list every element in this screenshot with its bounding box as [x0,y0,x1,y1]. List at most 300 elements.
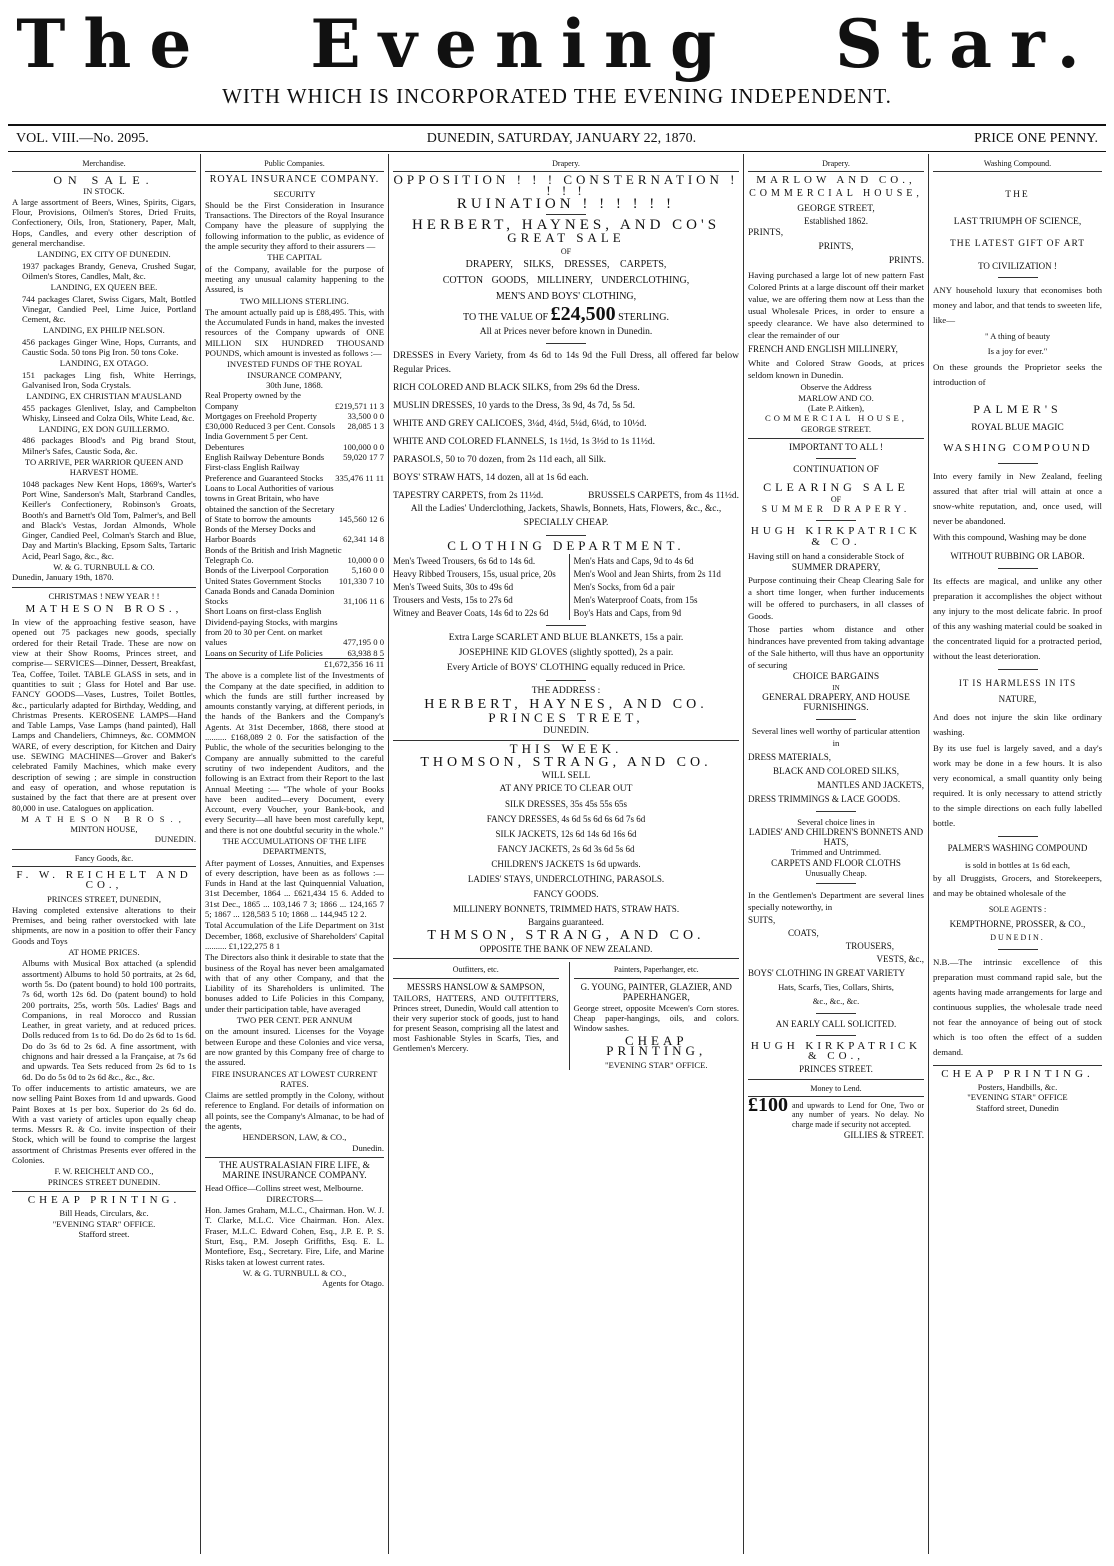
column-drapery-2 [744,154,929,1554]
ad-text: Having purchased a large lot of new pattern Fast Colored Prints at a large discount off their market value, we are offering them now at Less than the usual Wholesale Prices, in order to ensure a speedy clearance. We have also determined to clear the remainder of our [748,270,924,341]
ad-text: In view of the approaching festive season, have opened out 75 packages new goods, specially ordered for their Retail Trade. These are now on view at their Show Rooms, Princes street, and comprise— SERVICES—Dinner, Dessert, Breakfast, Tea, Coffee, Toilet. TABLE GLASS in sets, and in quantities to suit ; Glass for Hotel and Bar use. FANCY GOODS—Vases, Lustres, Toilet Bottles, &c., particularly adapted for Birthday, Wedding, and Christmas Presents. KEROSENE LAMPS—Hand and Table Lamps, Vase Lamps (hand painted), Hall Lamps and Chandeliers, Chimneys, &c. COMMON WARE, of every description, for Kitchen and Dairy use. SEWING MACHINES—Grover and Baker's celebrated Family Machines, which make every description of sewing ; are simple in construction and easy of operation, and whose reputation is sustained by the fact that there are at present over 80,000 in use. Catalogues on application. [12,617,196,813]
ad-heading: RUINATION ! ! ! ! ! ! [456,195,676,212]
ad-line: LADIES' AND CHILDREN'S BONNETS AND HATS, [748,826,924,848]
ad-line: DRESS MATERIALS, [748,751,832,762]
ad-subheading: FRENCH AND ENGLISH MILLINERY, [748,344,898,355]
fund-label: Real Property owned by the Company [205,390,301,411]
brussels-carpets: BRUSSELS CARPETS, from 4s 11½d. [588,490,739,501]
ad-australasian [205,1161,384,1289]
fund-value: 33,500 0 0 [347,410,384,421]
fund-row [205,606,384,647]
money-row [748,1093,924,1131]
landing-heading: LANDING, EX QUEEN BEE. [50,282,158,293]
section-header: Drapery. [748,158,924,172]
ad-line: DRESS TRIMMINGS & LACE GOODS. [748,793,901,804]
fund-row [205,576,384,586]
fund-label: India Government 5 per Cent. Debentures [205,431,308,452]
ad-text: In the Gentlemen's Department are several lines specially noteworthy, in [748,890,924,913]
value-prefix: TO THE VALUE OF [463,312,549,324]
ad-subheading: GENERAL DRAPERY, AND HOUSE FURNISHINGS. [762,692,910,714]
column-public-companies [201,154,389,1554]
fund-label: Bonds of the Liverpool Corporation [205,565,329,576]
ad-address: PRINCES STREET DUNEDIN. [47,1176,161,1187]
ad-subheading: WILL SELL [541,771,591,782]
ad-date: Dunedin, January 19th, 1870. [12,572,114,583]
ad-text: Albums with Musical Box attached (a splendid assortment) Albums to hold 50 portraits, at 2s 6d, worth 5s. Do (patent bound) to hold 100 portraits, 7s 6d, worth 12s 6d. Do (patent bound) to hold 200 portraits, 25s, worth 50s. Ladies' Bags and Companions, in real Morocco and Russian Leather, in great variety, and at reduced prices. Dolls reduced from 1s to 6d. Do do 2s 6d to 1s 6d. Do do 3s 6d to 2s 6d. A fine assortment, with chignons and hair dressed a la Française, at 7s 6d and upwards. Tea Sets reduced from 2s 6d to 1s 6d. Do do 5s 0d to 2s 6d &c., &c., &c. [22,958,196,1082]
ad-text: On these grounds the Proprietor seeks the introduction of [933,362,1102,388]
clothing-item: Boy's Hats and Caps, from 9d [573,608,682,619]
fund-label: United States Government Stocks [205,575,322,586]
divider [998,669,1038,670]
sale-line: MUSLIN DRESSES, 10 yards to the Dress, 3s 9d, 4s 7d, 5s 5d. [393,400,635,411]
ad-printing [12,1195,196,1239]
ad-text: on the amount insured. Licenses for the Voyage between Europe and these Colonies and vice versa, are now granted by this Company free of charge to the assured. [205,1026,384,1068]
ad-young [569,962,740,1070]
clothing-item: Men's Tweed Trousers, 6s 6d to 14s 6d. [393,556,536,567]
fund-value: 145,560 12 6 [338,513,384,524]
clothing-item: Men's Waterproof Coats, from 15s [573,595,698,606]
quote-line: " A thing of beauty [984,331,1051,342]
ad-title: CLEARING SALE [763,479,909,494]
ad-text: By its use fuel is largely saved, and a day's work may be done in a few hours. It is also very economical, a small quantity only being required. It is only necessary to attend strictly to the simple directions on each fully labelled bottle. [933,743,1102,829]
fund-value: 335,476 11 11 [335,472,384,483]
ad-text: of the Company, available for the purpose of meeting any unusual calamity happening to the Assured, is [205,263,384,295]
ad-text: Having still on hand a considerable Stock of [748,551,905,562]
issue-date: DUNEDIN, SATURDAY, JANUARY 22, 1870. [426,130,697,146]
prints-line: PRINTS, [818,242,854,253]
ad-subheading: THE ADDRESS : [531,686,601,697]
ad-text: Several choice lines in [797,816,875,827]
fund-label: Loans to Local Authorities of various towns in Great Britain, who have obtained the sanction of the Secretary of State to borrow the amounts [205,482,335,524]
ad-heading: ON SALE. [53,173,155,188]
landing-heading: LANDING, EX PHILIP NELSON. [43,325,165,336]
ad-subheading: AN EARLY CALL SOLICITED. [775,1019,897,1030]
fund-value: 5,160 0 0 [351,565,384,576]
ad-subheading: DIRECTORS— [266,1193,323,1204]
landing-text: 1048 packages New Kent Hops, 1869's, Warter's Port Wine, Sanderson's Malt, Starbrand Candles, Keiller's Confectionery, Robinson's Groats, Booth's and Barnett's Old Tom, Palmer's, and Bell and Black's Vestas, Jordan Almonds, Whole Ginger, Candied Peel, Colman's Starch and Blue, Day and Martin's Blacking, Epsom Salts, Tartaric Acid, Pearl Sago, &c., &c. [22,478,196,561]
ad-subheading: FIRE INSURANCES AT LOWEST CURRENT RATES. [211,1068,378,1089]
clothing-item: Witney and Beaver Coats, 14s 6d to 22s 6d [393,608,549,619]
fund-row [205,483,384,524]
ad-signature: GILLIES & STREET. [843,1130,924,1141]
fund-row [205,586,384,607]
ad-address: OPPOSITE THE BANK OF NEW ZEALAND. [479,943,653,954]
ad-address: PRINCES STREET. [799,1064,873,1075]
value-suffix: STERLING. [618,312,669,324]
ad-subheading: SUMMER DRAPERY, [791,563,881,574]
landing-text: 151 packages Ling fish, White Herrings, Galvanised Iron, Soda Crystals. [22,369,196,390]
money-amount: £100 [748,1093,788,1116]
thomson-line: SILK DRESSES, 35s 45s 55s 65s [504,799,628,810]
ad-subheading: TWO MILLIONS STERLING. [240,295,349,306]
landing-text: 744 packages Claret, Swiss Cigars, Malt, Bottled Vinegar, Candied Peel, Lime Juice, Portland Cement, &c. [22,293,196,325]
ad-subheading: IN [832,683,840,692]
ad-text: Bill Heads, Circulars, &c. [59,1208,149,1219]
ad-text: And does not injure the skin like ordinary washing. [933,712,1102,738]
divider [998,277,1038,278]
landing-text: 1937 packages Brandy, Geneva, Crushed Sugar, Oilmen's Stores, Candles, Malt, &c. [22,260,196,281]
ad-text: Extra Large SCARLET AND BLUE BLANKETS, 15s a pair. [448,633,684,644]
fund-row [205,390,384,411]
fund-row [205,421,384,431]
ad-address: GEORGE STREET. [800,423,872,434]
ad-title: COMMERCIAL HOUSE, [749,187,923,199]
ad-subheading: WITHOUT RUBBING OR LABOR. [950,551,1085,562]
ad-heading: THIS WEEK. [509,741,623,757]
clothing-list-right [569,554,740,620]
ad-palmers [933,190,1102,1065]
ad-place: DUNEDIN. [154,834,196,845]
ad-text: Every Article of BOYS' CLOTHING equally reduced in Price. [446,663,686,674]
ad-heading: THE [1005,190,1030,201]
ad-title: CHEAP PRINTING. [941,1067,1094,1080]
divider [816,1013,856,1014]
ad-text: George street, opposite Mcewen's Corn stores. Cheap paper-hangings, oils, and colors. Window sashes. [573,1003,739,1034]
ad-title: WASHING COMPOUND [943,442,1092,455]
ad-text: Its effects are magical, and unlike any other preparation it accomplishes the object without any injury to the most delicate fabric. In proof of this any washing material could be soaked in the concentrated liquid for a protracted period, without the least deterioration. [933,575,1102,661]
ad-text: Those parties whom distance and other hindrances have prevented from taking advantage of the Sale hitherto, will thus have an opportunity of securing [748,624,924,671]
volume-number: VOL. VIII.—No. 2095. [16,130,149,146]
landing-heading: LANDING, EX DON GUILLERMO. [38,424,170,435]
ad-text: Several lines well worthy of particular attention in [751,725,921,748]
goods-line: COTTON GOODS, MILLINERY, UNDERCLOTHING, [442,275,690,287]
ad-place: Dunedin. [352,1142,384,1153]
divider [998,463,1038,464]
ad-subheading: IN STOCK. [83,185,125,196]
ad-text: TAILORS, HATTERS, AND OUTFITTERS, Princes street, Dunedin, Would call attention to their very superior stock of goods, just to hand for present Season, comprising all the latest and most Fashionable Styles in Scarfs, Ties, and Gentlemen's Mercery. [393,992,559,1053]
value-amount: £24,500 [550,303,616,326]
ad-title: THMSON, STRANG, AND CO. [427,927,705,943]
ad-line: CARPETS AND FLOOR CLOTHS [771,857,901,868]
ad-text: "EVENING STAR" OFFICE [967,1092,1068,1103]
landing-text: 456 packages Ginger Wine, Hops, Currants, and Caustic Soda. 50 tons Pig Iron. 50 tons Coke. [22,336,196,358]
fund-value: 63,938 8 5 [347,647,384,658]
ad-title: F. W. REICHELT AND CO., [16,869,192,892]
landing-heading: LANDING, EX OTAGO. [59,358,149,369]
ad-line: SUITS, [748,915,776,926]
fund-label: Bonds of the British and Irish Magnetic Telegraph Co. [205,544,342,565]
divider [546,343,586,344]
thomson-line: FANCY GOODS. [533,889,599,900]
ad-signature: KEMPTHORNE, PROSSER, & CO., [949,919,1086,930]
sale-line: DRESSES in Every Variety, from 4s 6d to 14s 9d the Full Dress, all offered far below Regular Prices. [393,350,739,375]
ad-title: MESSRS HANSLOW & SAMPSON, [406,981,545,992]
ad-title: THOMSON, STRANG, AND CO. [420,754,712,770]
ad-title: G. YOUNG, PAINTER, GLAZIER, AND PAPERHANGER, [580,981,732,1002]
ad-subheading: ROYAL BLUE MAGIC [971,422,1064,433]
sale-line: WHITE AND COLORED FLANNELS, 1s 1½d, 1s 3½d to 1s 11½d. [393,436,655,447]
sale-lines [393,349,739,485]
fund-row [205,452,384,462]
prints-line: PRINTS, [748,228,784,239]
ad-text: is sold in bottles at 1s 6d each, [964,859,1071,870]
goods-line: DRAPERY, SILKS, DRESSES, CARPETS, [465,259,667,271]
divider [998,568,1038,569]
ad-address: MINTON HOUSE, [70,824,138,835]
ad-title: PALMER'S [973,402,1062,417]
ad-heading: THE LATEST GIFT OF ART [949,238,1086,249]
ad-text: (Late P. Aitken), [807,403,865,414]
landing-text: 455 packages Glenlivet, Islay, and Campbelton Whisky, Linseed and Colza Oils, White Lead, &c. [22,402,196,423]
funds-table [205,390,384,658]
fund-label: £30,000 Reduced 3 per Cent. Consols [205,421,336,432]
clothing-item: Trousers and Vests, 15s to 27s 6d [393,595,513,606]
section-header: Outfitters, etc. [393,964,559,978]
ad-subheading: THE ACCUMULATIONS OF THE LIFE DEPARTMENTS, [222,836,367,857]
tapestry-carpets: TAPESTRY CARPETS, from 2s 11½d. [393,490,544,501]
ad-subheading: SUMMER DRAPERY. [761,505,911,516]
clothing-lists [393,554,739,620]
ad-text: All the Ladies' Underclothing, Jackets, Shawls, Bonnets, Hats, Flowers, &c., &c., SPECIALLY CHEAP. [410,503,722,528]
sale-line: BOYS' STRAW HATS, 14 dozen, all at 1s 6d each. [393,472,589,483]
ad-signature: W. & G. TURNBULL & CO. [53,561,155,572]
goods-line: MEN'S AND BOYS' CLOTHING, [495,291,637,303]
clothing-item: Men's Tweed Suits, 30s to 49s 6d [393,582,514,593]
ad-text: Established 1862. [804,215,868,226]
quote-line: Is a joy for ever." [987,346,1048,357]
divider [816,811,856,812]
ad-address: COMMERCIAL HOUSE, [765,413,907,424]
ad-hanslow [393,962,559,1070]
ad-title: MATHESON BROS., [25,602,183,615]
ad-title: HERBERT, HAYNES, AND CO. [424,696,708,712]
ad-line: TROUSERS, [845,941,894,952]
ad-title: CHEAP PRINTING. [27,1193,181,1206]
fund-label: Mortgages on Freehold Property [205,410,317,421]
ad-text: All at Prices never before known in Dunedin. [479,327,653,338]
ad-text: The Directors also think it desirable to state that the business of the Royal has never been amalgamated with that of any other Company, and that the Liability of its Shareholders is unlimited. The bonuses added to Life Policies in this Company, under their participation table, have averaged [205,952,384,1014]
ad-text: Unusually Cheap. [805,868,867,879]
ad-line: BLACK AND COLORED SILKS, [772,765,899,776]
ad-place: DUNEDIN. [990,933,1045,943]
ad-subheading: CHOICE BARGAINS [792,672,880,683]
landing-heading: TO ARRIVE, PER WARRIOR QUEEN AND HARVEST HOME. [24,457,184,478]
section-header: Money to Lend. [748,1083,924,1097]
columns [8,154,1106,1554]
thomson-line: MILLINERY BONNETS, TRIMMED HATS, STRAW HATS. [452,904,680,915]
masthead-title: The Evening Star. [16,5,1098,83]
dateline [8,124,1106,152]
ad-heading: OPPOSITION ! ! ! CONSTERNATION ! ! ! ! [393,172,739,198]
ad-title: ROYAL INSURANCE COMPANY. [209,174,380,186]
masthead [8,0,1106,118]
divider [546,680,586,681]
ad-text: After payment of Losses, Annuities, and Expenses of every description, have been as as follows :— Funds in Hand at the last Quinquennial Valuation, 31st December, 1864 ... £621,434 15 6. Added to 31st Dec., 1865 ... 103,146 7 3; 1866 ... 124,165 7 5; 1867 ... 128,583 5 10; 1868 ... 144,945 12 2. [205,857,384,920]
ad-line: VESTS, &c., [876,954,924,965]
divider [816,883,856,884]
fund-label: Bonds of the Mersey Docks and Harbor Boards [205,524,316,545]
ad-kirkpatrick [748,443,924,1080]
masthead-subtitle: WITH WHICH IS INCORPORATED THE EVENING INDEPENDENT. [222,84,892,108]
thomson-line: FANCY JACKETS, 2s 6d 3s 6d 5s 6d [497,844,635,855]
fund-label: Short Loans on first-class English Dividend-paying Stocks, with margins from 20 to 30 per Cent. on market values [205,606,338,648]
ad-text: "EVENING STAR" OFFICE. [52,1218,156,1229]
fund-row [205,648,384,658]
ad-title: THE AUSTRALASIAN FIRE LIFE, & MARINE INSURANCE COMPANY. [219,1160,370,1182]
ad-subheading: CONTINUATION OF [793,465,879,476]
ad-signature: MARLOW AND CO. [798,392,874,403]
fund-label: First-class English Railway Preference and Guaranteed Stocks [205,462,324,483]
ad-line: COATS, [788,928,819,939]
ad-address: GEORGE STREET, [797,203,875,214]
ad-place: Agents for Otago. [322,1278,384,1289]
ad-subheading: AT HOME PRICES. [68,947,140,958]
ad-heading: IMPORTANT TO ALL ! [788,442,884,453]
ad-heading: CLOTHING DEPARTMENT. [447,537,685,553]
ad-text: and upwards to Lend for One, Two or any number of years. No delay. No charge made if security not accepted. [792,1100,924,1129]
ad-line: &c., &c., &c. [812,996,860,1007]
ad-text: Having completed extensive alterations to their Premises, and being rather overstocked with late shipments, are now in a position to offer their Fancy Goods and Toys [12,904,196,946]
ad-signature: HENDERSON, LAW, & CO., [242,1132,347,1143]
ad-line: BOYS' CLOTHING IN GREAT VARIETY [748,968,906,979]
value-line [393,303,739,326]
thomson-lines [393,797,739,917]
ad-subheading: OF [560,246,572,256]
fund-value: 100,000 0 0 [343,441,384,452]
clothing-list-left [393,554,559,620]
fund-value: 477,195 0 0 [343,637,384,648]
ad-subheading: NATURE, [998,693,1037,704]
ad-text: JOSEPHINE KID GLOVES (slightly spotted), 2s a pair. [458,648,674,659]
ad-thomson-strang [393,741,739,959]
funds-total: £1,672,356 16 11 [205,658,384,669]
ad-subheading: OF [830,494,842,504]
ad-matheson [12,591,196,850]
ad-text: Observe the Address [800,382,872,393]
ad-text: The amount actually paid up is £88,495. This, with the Accumulated Funds in hand, makes the invested resources of the Company upwards of ONE MILLION SIX HUNDRED THOUSAND POUNDS, which amount is invested as follows :— [205,306,384,359]
ad-text: N.B.—The intrinsic excellence of this preparation must command rapid sale, but the agents having made arrangements for large and continuous supplies, the wholesale trade need not fear the annoyance of being out of stock which is too often the effect of a sudden demand. [933,956,1102,1057]
ad-text: Into every family in New Zealand, feeling assured that after trial will attain at once a snow-white reputation, and, once used, will never be abandoned. [933,471,1102,527]
ad-herbert-haynes [393,172,739,741]
fund-value: 101,330 7 10 [338,575,384,586]
ad-text: Stafford street, Dunedin [976,1102,1059,1113]
sale-line: RICH COLORED AND BLACK SILKS, from 29s 6d the Dress. [393,382,640,393]
divider [816,719,856,720]
ad-text: Should be the First Consideration in Insurance Transactions. The Directors of the Royal Insurance Company have the pleasure of supplying the following information to the public, as evidence of the ample security they afford to their assurers — [205,199,384,252]
ad-cheap-printing [933,1069,1102,1113]
ad-subheading: GREAT SALE [507,230,625,246]
ad-royal-insurance [205,175,384,1158]
ad-on-sale [12,175,196,587]
ad-address: PRINCES TREET, [488,709,644,725]
landings-list [12,249,196,561]
ad-text: Purpose continuing their Cheap Clearing Sale for a short time longer, when further inducements will be offered to purchasers, in all classes of Goods. [748,575,924,622]
fund-row [205,462,384,483]
ad-text: To offer inducements to artistic amateurs, we are now selling Paint Boxes from 1d and upwards. Good Paint Boxes at 1s per box. Superior do 2s 6d do. With a vast variety of articles upon equally cheap terms. Messrs R. & Co. invite inspection of their Stock, which will be found to comprise the largest assortment of Christmas Presents ever offered in the Colonies. [12,1082,196,1166]
column-washing-compound [929,154,1106,1554]
clothing-item: Men's Hats and Caps, 9d to 4s 6d [573,556,694,567]
ad-subheading: IT IS HARMLESS IN ITS [958,677,1077,688]
fund-value: 59,020 17 7 [343,452,384,463]
ad-signature: MATHESON BROS., [21,813,187,824]
small-ads [393,962,739,1070]
fund-row [205,411,384,421]
prints-line: PRINTS. [888,256,924,267]
section-header: Fancy Goods, &c. [12,853,196,867]
ad-text: White and Colored Straw Goods, at prices seldom known in Dunedin. [748,358,924,381]
ad-title: HUGH KIRKPATRICK & CO. [750,525,922,548]
ad-text: Stafford street. [78,1228,130,1239]
ad-signature: W. & G. TURNBULL & CO., [242,1267,347,1278]
ad-text: Hon. James Graham, M.L.C., Chairman. Hon. W. J. T. Clarke, M.L.C. Vice Chairman. Hon. Alex. Fraser, M.L.C. Edward Cohen, Esq., J.P. E. P. S. Sturt, Esq., P.M. Joseph Griffiths, Esq. E. L. Montefiore, Esq., Secretary. Fire, Life, and Marine Risks taken at lowest current rates. [205,1205,384,1267]
fund-label: English Railway Debenture Bonds [205,452,325,463]
landing-heading: LANDING, EX CHRISTIAN M'AUSLAND [26,391,182,402]
ad-reichelt [12,870,196,1192]
section-header: Public Companies. [205,158,384,172]
section-header: Merchandise. [12,158,196,172]
ad-text: A large assortment of Beers, Wines, Spirits, Cigars, Flour, Provisions, Oilmen's Stores, Dried Fruits, Confectionery, Oils, Iron, Stationery, Paper, Malt, Hops, Candles, and every other description of general merchandise. [12,196,196,249]
ad-text: ANY household luxury that economises both money and labor, and that tends to sweeten life, like— [933,285,1102,326]
ad-subheading: PALMER'S WASHING COMPOUND [947,843,1088,854]
ad-address: PRINCES STREET, DUNEDIN, [47,893,161,904]
divider [546,214,586,215]
divider [816,458,856,459]
divider [998,836,1038,837]
clothing-item: Men's Wool and Jean Shirts, from 2s 11d [573,569,721,580]
ad-subheading: THE CAPITAL [267,252,322,263]
ad-title: CHEAP PRINTING, [606,1033,707,1059]
ad-text: "EVENING STAR" OFFICE. [604,1059,708,1070]
fund-label: Loans on Security of Life Policies [205,647,323,658]
ad-line: MANTLES AND JACKETS, [817,779,924,790]
divider [546,535,586,536]
thomson-line: LADIES' STAYS, UNDERCLOTHING, PARASOLS. [467,874,665,885]
landing-text: 486 packages Blood's and Pig brand Stout, Milner's Safes, Caustic Soda, &c. [22,435,196,456]
ad-money [748,1083,924,1141]
ad-date: 30th June, 1868. [266,379,323,390]
ad-heading: LAST TRIUMPH OF SCIENCE, [953,216,1082,227]
fund-value: £219,571 11 3 [334,400,384,411]
ad-line: Hats, Scarfs, Ties, Collars, Shirts, [778,982,894,993]
carpets-line [393,491,739,501]
column-drapery-main [389,154,744,1554]
landing-heading: LANDING, EX CITY OF DUNEDIN. [37,249,171,260]
ad-title: HUGH KIRKPATRICK & CO., [750,1039,922,1062]
thomson-line: SILK JACKETS, 12s 6d 14s 6d 16s 6d [495,829,637,840]
ad-subheading: SOLE AGENTS : [988,904,1047,914]
section-header: Drapery. [393,158,739,172]
fund-value: 62,341 14 8 [343,534,384,545]
ad-text: Claims are settled promptly in the Colony, without reference to England. For details of information on all points, see the Company's Almanac, to be had of the agents, [205,1090,384,1132]
ad-title: MARLOW AND CO., [756,174,916,187]
ad-heading: TO CIVILIZATION ! [978,261,1057,272]
sale-line: PARASOLS, 50 to 70 dozen, from 2s 11d each, all Silk. [393,454,607,465]
ad-heading: CHRISTMAS ! NEW YEAR ! ! [48,590,160,601]
fund-value: 31,106 11 6 [343,596,384,607]
ad-signature: F. W. REICHELT AND CO., [54,1166,154,1177]
divider [816,520,856,521]
ad-text: Head Office—Collins street west, Melbourne. [205,1182,364,1193]
clothing-item: Heavy Ribbed Trousers, 15s, usual price, 20s [393,569,556,580]
ad-text: Total Accumulation of the Life Department on 31st December, 1868, exclusive of Shareholders' Capital .......... £1,122,275 8 1 [205,920,384,951]
ad-text: Trimmed and Untrimmed. [790,847,882,858]
ad-text: Bargains guaranteed. [528,917,604,928]
clothing-item: Men's Socks, from 6d a pair [573,582,675,593]
fund-value: 28,085 1 3 [347,421,384,432]
fund-row [205,524,384,545]
sale-line: WHITE AND GREY CALICOES, 3¼d, 4¼d, 5¼d, 6¼d, to 10½d. [393,418,647,429]
ad-title: HERBERT, HAYNES, AND CO'S [411,217,721,234]
ad-text: The above is a complete list of the Investments of the Company at the date specified, in addition to which the funds are still further increased by amounts constantly varying, at different periods, in the hands of the Bankers and the Company's Agents. At 31st December, 1868, there stood at .......... £168,089 2 0. For the satisfaction of the Public, the whole of the securities belonging to the Company are annually submitted to the careful scrutiny of two independent Auditors, and the following is an Extract from their Report to the last Annual Meeting :— "The whole of your Books have been audited—every Document, every Account, every Voucher, your Bank-book, and every Security—all have been most carefully kept, and there is not one doubtful security in the whole." [205,670,384,835]
ad-text: Posters, Handbills, &c. [977,1082,1058,1093]
fund-row [205,545,384,566]
divider [998,949,1038,950]
section-header: Washing Compound. [933,158,1102,172]
ad-place: DUNEDIN. [543,726,589,737]
ad-subheading: AT ANY PRICE TO CLEAR OUT [499,784,633,795]
fund-row [205,565,384,575]
column-merchandise [8,154,201,1554]
